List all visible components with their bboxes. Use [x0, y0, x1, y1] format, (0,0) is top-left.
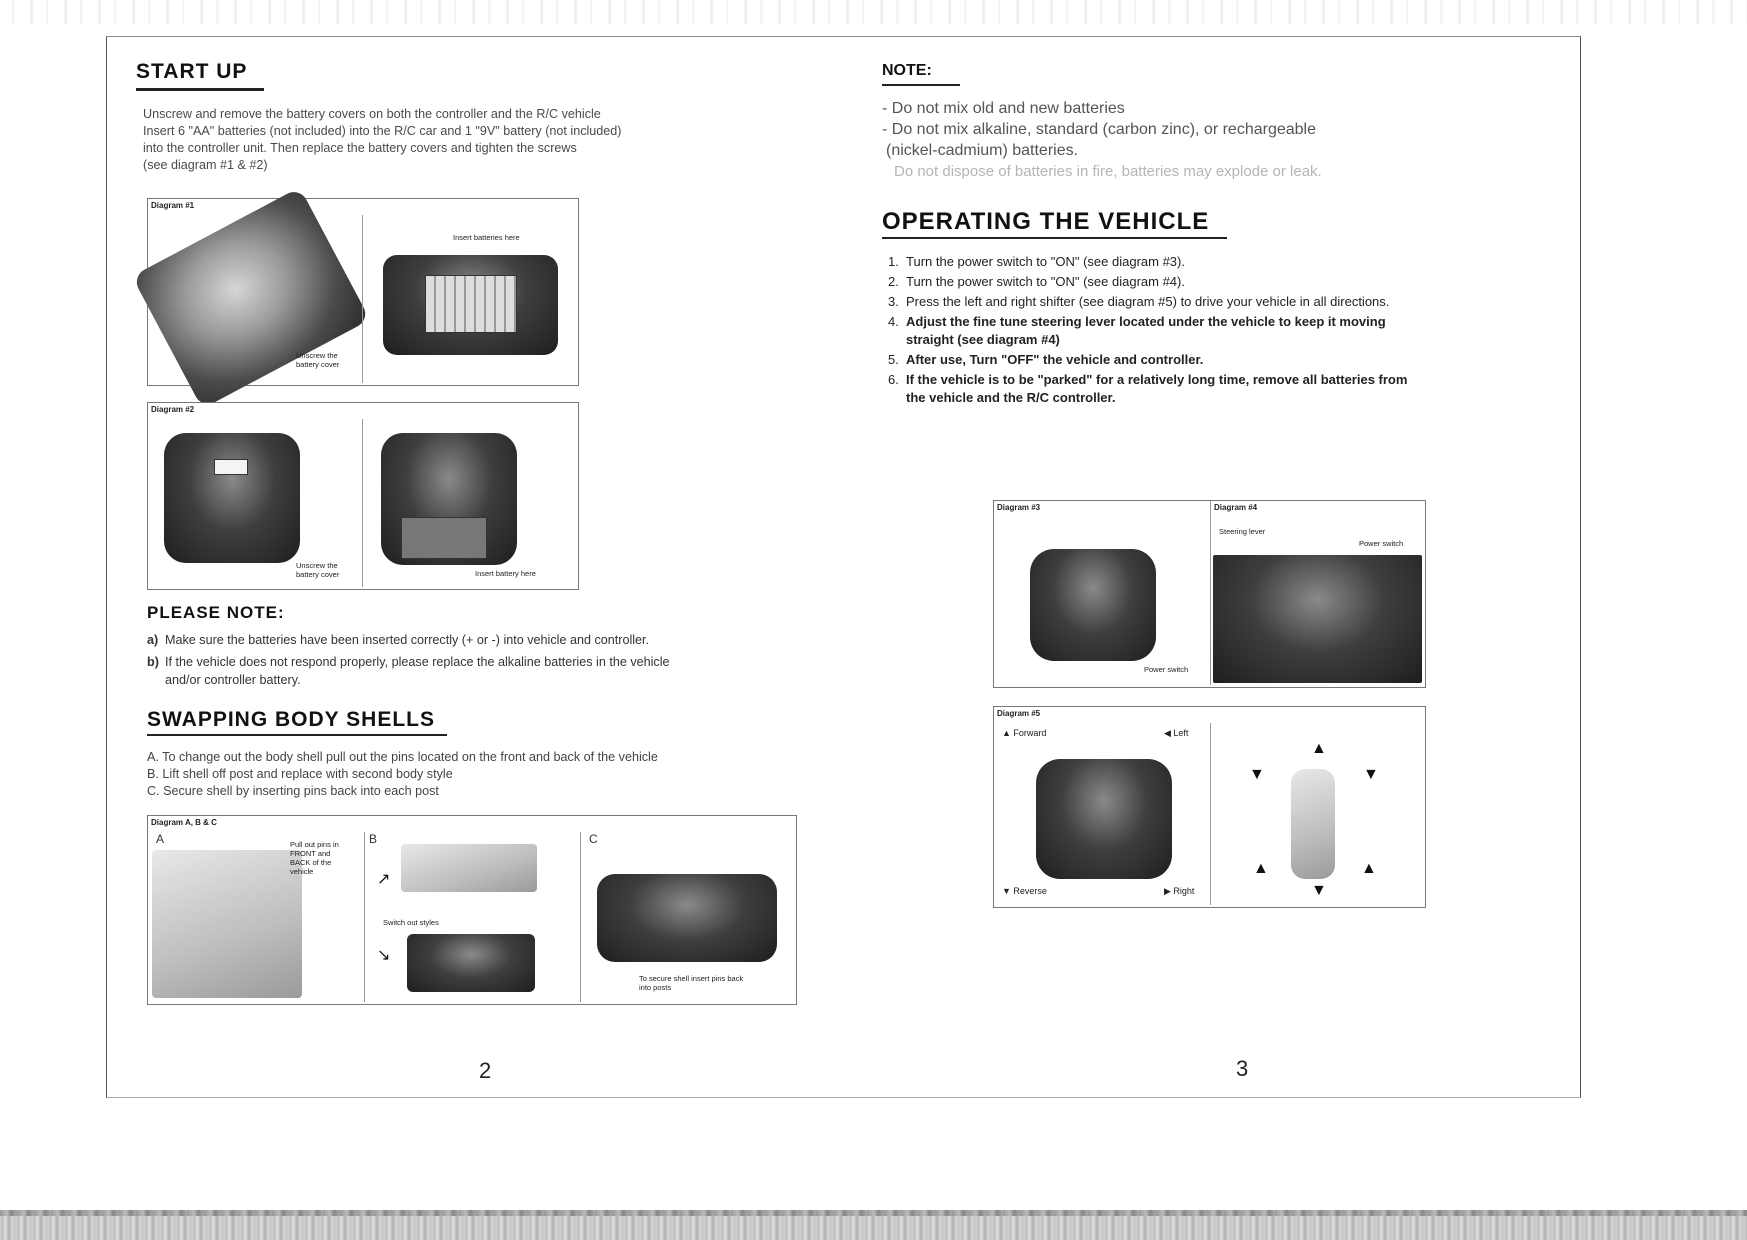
diagram-c-label: To secure shell insert pins back into posts: [639, 974, 744, 992]
arrow-forward-left-icon: ▼: [1249, 766, 1265, 783]
diagram-a-label: Pull out pins in FRONT and BACK of the vehicle: [290, 840, 339, 876]
diagram-1-right-cell: [362, 215, 578, 383]
note-underline: [882, 84, 960, 86]
controller-front-photo: [1030, 549, 1156, 661]
vehicle-underside-photo: [1213, 555, 1422, 683]
operating-heading: OPERATING THE VEHICLE: [882, 208, 1210, 235]
start-up-line: into the controller unit. Then replace the battery covers and tighten the screws: [143, 141, 577, 155]
diagram-1: [147, 198, 579, 386]
start-up-line: Unscrew and remove the battery covers on both the controller and the R/C vehicle: [143, 107, 601, 121]
operating-step-cont: the vehicle and the R/C controller.: [906, 390, 1116, 405]
scan-artifact-bottom: [0, 1210, 1747, 1240]
operating-step: 4. Adjust the fine tune steering lever located under the vehicle to keep it moving: [888, 314, 1386, 329]
swapping-line: B. Lift shell off post and replace with second body style: [147, 767, 453, 781]
diagram-a-letter: A: [156, 832, 165, 846]
diagram-c-letter: C: [589, 832, 598, 846]
diagram-2-caption: Diagram #2: [151, 405, 195, 414]
diagram-2-unscrew-label: Unscrew the battery cover: [296, 561, 340, 579]
start-up-underline: [136, 88, 264, 91]
diagram-2-right-cell: [362, 419, 578, 587]
swapping-underline: [147, 734, 447, 736]
please-note-list: [147, 631, 807, 689]
note-list: [882, 98, 1442, 182]
operating-step: 2. Turn the power switch to "ON" (see diagram #4).: [888, 274, 1185, 289]
swap-arrow-down-icon: ↘: [377, 947, 391, 964]
car-open-photo: [132, 187, 370, 409]
please-note-item: b) If the vehicle does not respond properly, please replace the alkaline batteries in the vehicle: [147, 655, 670, 669]
operating-underline: [882, 237, 1227, 239]
shell-pins-photo: [152, 850, 302, 998]
start-up-line: (see diagram #1 & #2): [143, 158, 268, 172]
controller-label: [214, 459, 248, 475]
diagram-5: [993, 706, 1426, 908]
diagram-1-caption: Diagram #1: [151, 201, 195, 210]
diagram-2-insert-label: Insert battery here: [475, 569, 536, 578]
arrow-forward-icon: ▲: [1311, 740, 1327, 757]
please-note-heading: PLEASE NOTE:: [147, 603, 285, 622]
operating-step-cont: straight (see diagram #4): [906, 332, 1060, 347]
controller-back-photo: [164, 433, 300, 563]
diagram-b-label: Switch out styles: [383, 918, 439, 927]
vehicle-top-view: [1291, 769, 1335, 879]
note-heading: NOTE:: [882, 62, 932, 79]
operating-step: 1. Turn the power switch to "ON" (see diagram #3).: [888, 254, 1185, 269]
diagram-4-cell: [1210, 501, 1425, 685]
page-number-left: 2: [479, 1058, 492, 1083]
arrow-reverse-left-icon: ▲: [1253, 860, 1269, 877]
diagram-3-4: [993, 500, 1426, 688]
diagram-b-letter: B: [369, 832, 378, 846]
operating-step: 3. Press the left and right shifter (see diagram #5) to drive your vehicle in all directions.: [888, 294, 1390, 309]
diagram-5-right-label: ▶ Right: [1164, 886, 1195, 896]
shell-top-photo: [401, 844, 537, 892]
diagram-abc-caption: Diagram A, B & C: [151, 818, 217, 827]
note-item: - Do not mix alkaline, standard (carbon zinc), or rechargeable: [882, 121, 1316, 138]
diagram-abc: [147, 815, 797, 1005]
diagram-5-left-label: ◀ Left: [1164, 728, 1189, 738]
diagram-5-direction-cell: [1210, 723, 1425, 905]
diagram-3-caption: Diagram #3: [997, 503, 1041, 512]
please-note-item: a) Make sure the batteries have been inserted correctly (+ or -) into vehicle and controller.: [147, 633, 650, 647]
diagram-c-cell: [580, 832, 796, 1002]
swapping-line: A. To change out the body shell pull out the pins located on the front and back of the vehicle: [147, 750, 658, 764]
start-up-line: Insert 6 "AA" batteries (not included) into the R/C car and 1 "9V" battery (not included): [143, 124, 622, 138]
diagram-2: [147, 402, 579, 590]
diagram-5-reverse-label: ▼ Reverse: [1002, 886, 1047, 896]
operating-step: 6. If the vehicle is to be "parked" for a relatively long time, remove all batteries from: [888, 372, 1408, 387]
controller-shifter-photo: [1036, 759, 1172, 879]
swapping-line: C. Secure shell by inserting pins back into each post: [147, 784, 439, 798]
scan-artifact-top: [0, 0, 1747, 24]
swap-arrow-up-icon: ↗: [377, 871, 391, 888]
start-up-text: [143, 106, 783, 174]
arrow-forward-right-icon: ▼: [1363, 766, 1379, 783]
please-note-item: and/or controller battery.: [165, 673, 301, 687]
diagram-b-cell: [364, 832, 581, 1002]
start-up-heading: START UP: [136, 60, 248, 83]
operating-steps: [888, 252, 1568, 408]
shell-bottom-photo: [407, 934, 535, 992]
diagram-5-forward-label: ▲ Forward: [1002, 728, 1047, 738]
diagram-4-power-label: Power switch: [1359, 539, 1404, 548]
swapping-heading: SWAPPING BODY SHELLS: [147, 708, 435, 731]
diagram-5-caption: Diagram #5: [997, 709, 1041, 718]
note-item: - Do not mix old and new batteries: [882, 100, 1125, 117]
operating-step: 5. After use, Turn "OFF" the vehicle and controller.: [888, 352, 1204, 367]
diagram-4-caption: Diagram #4: [1214, 503, 1258, 512]
controller-battery-slot: [401, 517, 487, 559]
arrow-reverse-icon: ▼: [1311, 882, 1327, 899]
diagram-1-unscrew-label: Unscrew the battery cover: [296, 351, 340, 369]
diagram-4-steering-label: Steering lever: [1219, 527, 1266, 536]
diagram-3-label: Power switch: [1144, 665, 1189, 674]
page-number-right: 3: [1236, 1056, 1249, 1081]
swapping-text: [147, 749, 807, 800]
note-item: (nickel-cadmium) batteries.: [886, 142, 1079, 159]
shell-secured-photo: [597, 874, 777, 962]
arrow-reverse-right-icon: ▲: [1361, 860, 1377, 877]
battery-compartment: [425, 275, 517, 333]
diagram-1-insert-label: Insert batteries here: [453, 233, 520, 242]
note-item-faint: Do not dispose of batteries in fire, batteries may explode or leak.: [894, 163, 1322, 180]
